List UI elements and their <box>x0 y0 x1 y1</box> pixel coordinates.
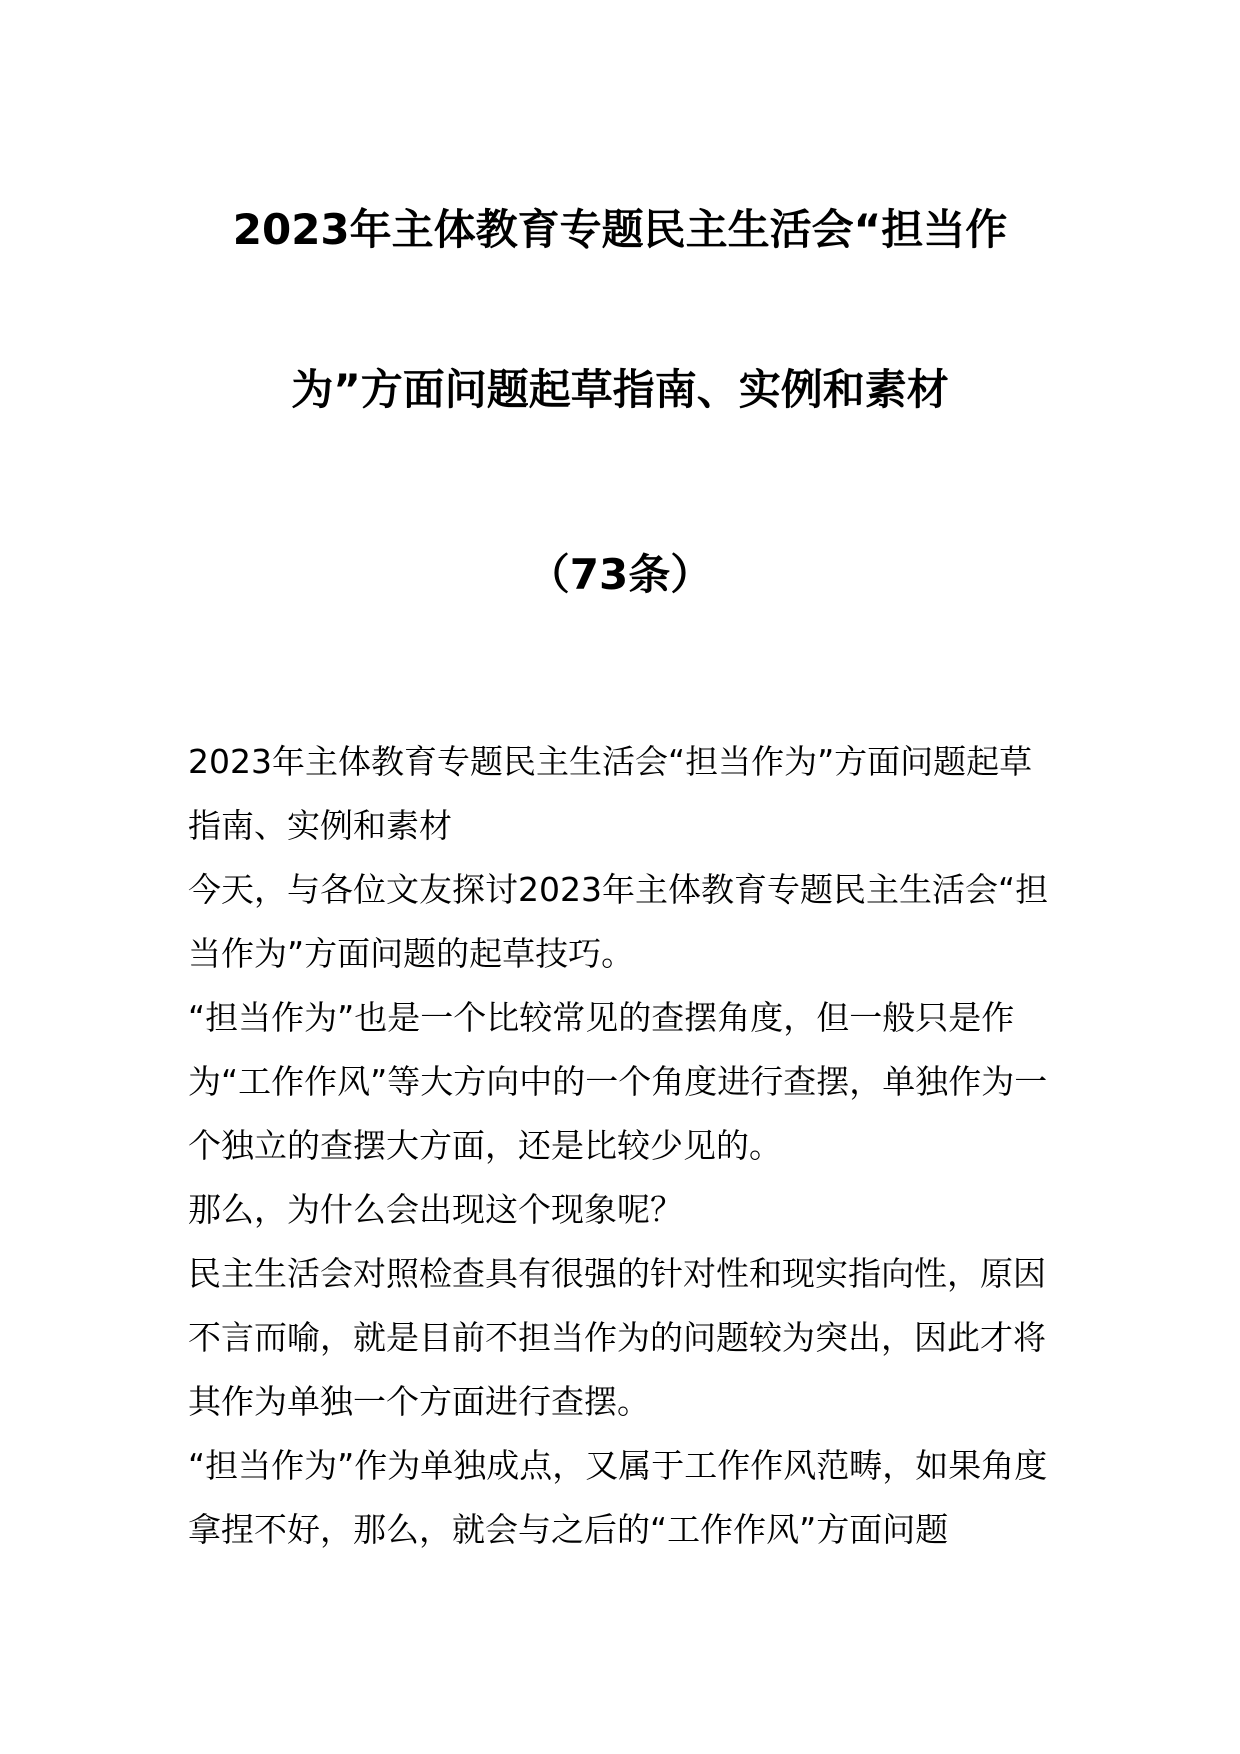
paragraph-scope: “担当作为”作为单独成点，又属于工作作风范畴，如果角度拿捏不好，那么，就会与之后的“工作作风”方面问题 <box>188 1446 1048 1549</box>
document-title-line-1: 2023年主体教育专题民主生活会“担当作 <box>232 205 1008 254</box>
paragraph-question: 那么，为什么会出现这个现象呢？ <box>188 1190 683 1229</box>
paragraph-intro: 今天，与各位文友探讨2023年主体教育专题民主生活会“担当作为”方面问题的起草技巧。 <box>188 870 1049 973</box>
document-title-line-2: 为”方面问题起草指南、实例和素材 <box>291 365 949 414</box>
paragraph-reason: 民主生活会对照检查具有很强的针对性和现实指向性，原因不言而喻，就是目前不担当作为的问题较为突出，因此才将其作为单独一个方面进行查摆。 <box>188 1254 1046 1421</box>
paragraph-title-repeat: 2023年主体教育专题民主生活会“担当作为”方面问题起草指南、实例和素材 <box>188 742 1033 845</box>
paragraph-common-angle: “担当作为”也是一个比较常见的查摆角度，但一般只是作为“工作作风”等大方向中的一个角度进行查摆，单独作为一个独立的查摆大方面，还是比较少见的。 <box>188 998 1048 1165</box>
document-subtitle-count: （73条） <box>527 550 713 599</box>
document-body <box>188 730 1060 1562</box>
